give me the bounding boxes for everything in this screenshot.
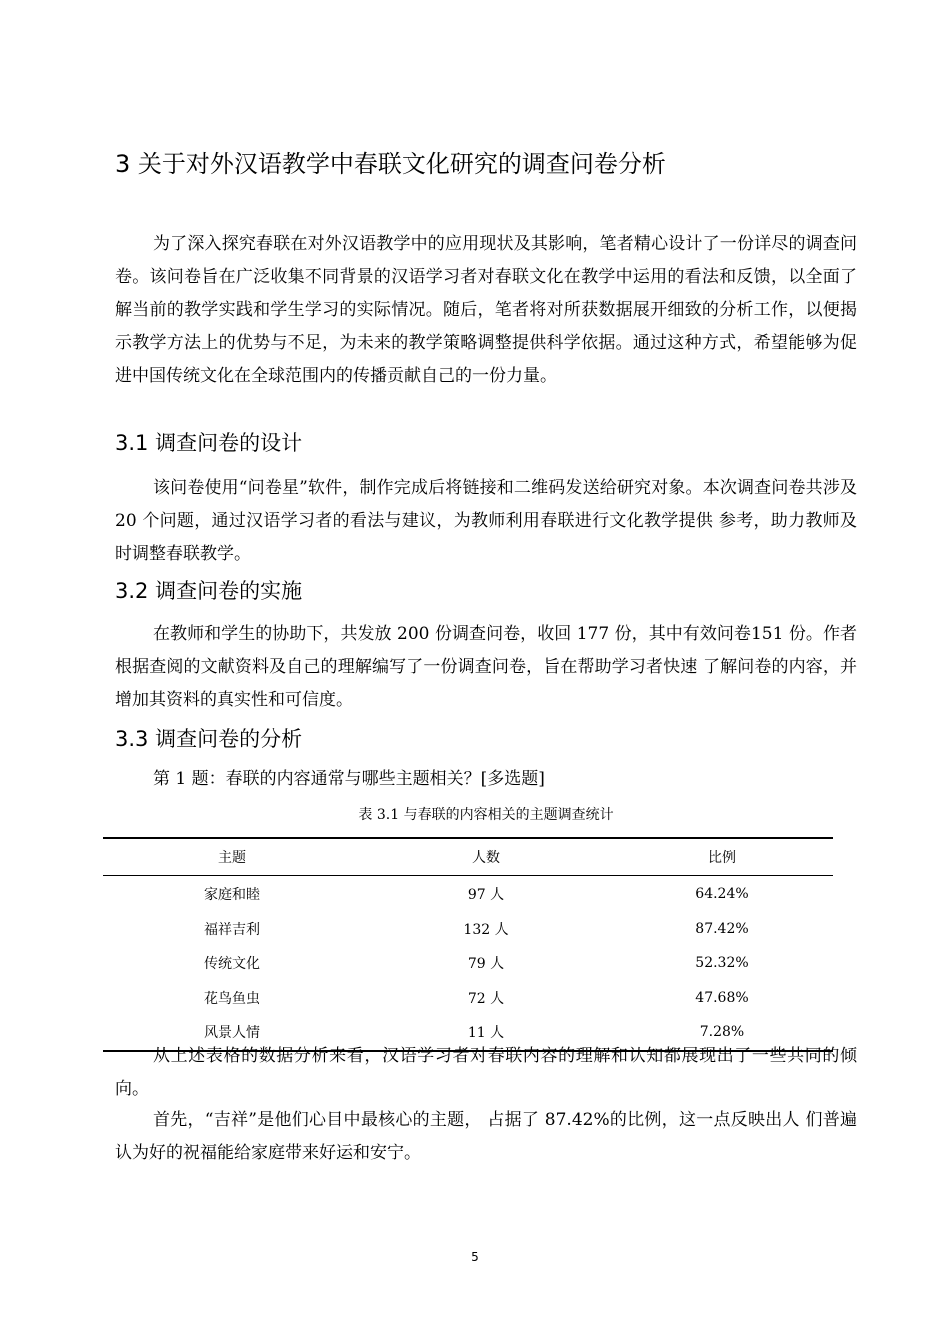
header-topic: 主题 [103, 838, 361, 876]
intro-paragraph: 为了深入探究春联在对外汉语教学中的应用现状及其影响，笔者精心设计了一份详尽的调查问卷。该问卷旨在广泛收集不同背景的汉语学习者对春联文化在教学中运用的看法和反馈，以全面了解当前的教学实践和学生学习的实际情况。随后，笔者将对所获数据展开细致的分析工作，以便揭示教学方法上的优势与不足，为未来的教学策略调整提供科学依据。通过这种方式，希望能够为促进中国传统文化在全球范围内的传播贡献自己的一份力量。 [115, 234, 857, 386]
section-3-2-paragraph: 在教师和学生的协助下，共发放 200 份调查问卷，收回 177 份，其中有效问卷151 份。作者根据查阅的文献资料及自己的理解编写了一份调查问卷，旨在帮助学习者快速 了解问卷的内容，并增加其资料的真实性和可信度。 [115, 624, 857, 710]
table-cell-topic: 家庭和睦 [204, 887, 260, 904]
table-cell-ratio: 52.32% [695, 955, 749, 972]
table-row [103, 912, 833, 947]
table-header-row [103, 838, 833, 876]
table-cell-ratio: 64.24% [695, 886, 749, 903]
table-cell-count: 97 人 [467, 887, 505, 904]
analysis-paragraph-2: 首先，“吉祥”是他们心目中最核心的主题， 占据了 87.42%的比例，这一点反映出人 们普遍认为好的祝福能给家庭带来好运和安宁。 [115, 1110, 857, 1163]
analysis-paragraph-1: 从上述表格的数据分析来看，汉语学习者对春联内容的理解和认知都展现出了一些共同的倾向。 [115, 1046, 857, 1099]
page-number: 5 [471, 1250, 479, 1264]
table-cell-count: 79 人 [467, 956, 505, 973]
table-cell-count: 132 人 [463, 921, 509, 938]
table-cell-topic: 花鸟鱼虫 [204, 990, 260, 1007]
table-cell-topic: 风景人情 [204, 1025, 260, 1042]
header-ratio: 比例 [611, 838, 833, 876]
table-caption: 表 3.1 与春联的内容相关的主题调查统计 [358, 807, 614, 823]
header-count: 人数 [361, 838, 611, 876]
chapter-heading: 3 关于对外汉语教学中春联文化研究的调查问卷分析 [115, 150, 666, 178]
table-row [103, 946, 833, 981]
table-cell-ratio: 87.42% [695, 920, 749, 937]
section-heading-3-2: 3.2 调查问卷的实施 [115, 579, 303, 603]
table-row [103, 876, 833, 912]
survey-table [103, 837, 833, 1052]
question-1: 第 1 题：春联的内容通常与哪些主题相关？[多选题] [153, 769, 545, 789]
section-heading-3-1: 3.1 调查问卷的设计 [115, 431, 303, 455]
table-cell-ratio: 47.68% [695, 989, 749, 1006]
table-cell-ratio: 7.28% [699, 1024, 745, 1041]
table-row [103, 981, 833, 1016]
section-heading-3-3: 3.3 调查问卷的分析 [115, 727, 303, 751]
section-3-1-paragraph: 该问卷使用“问卷星”软件，制作完成后将链接和二维码发送给研究对象。本次调查问卷共涉及 20 个问题，通过汉语学习者的看法与建议，为教师利用春联进行文化教学提供 参考，助力教师及时调整春联教学。 [115, 478, 857, 564]
table-cell-count: 11 人 [467, 1025, 505, 1042]
table-cell-topic: 福祥吉利 [204, 921, 260, 938]
table-cell-count: 72 人 [467, 990, 505, 1007]
table-cell-topic: 传统文化 [204, 956, 260, 973]
